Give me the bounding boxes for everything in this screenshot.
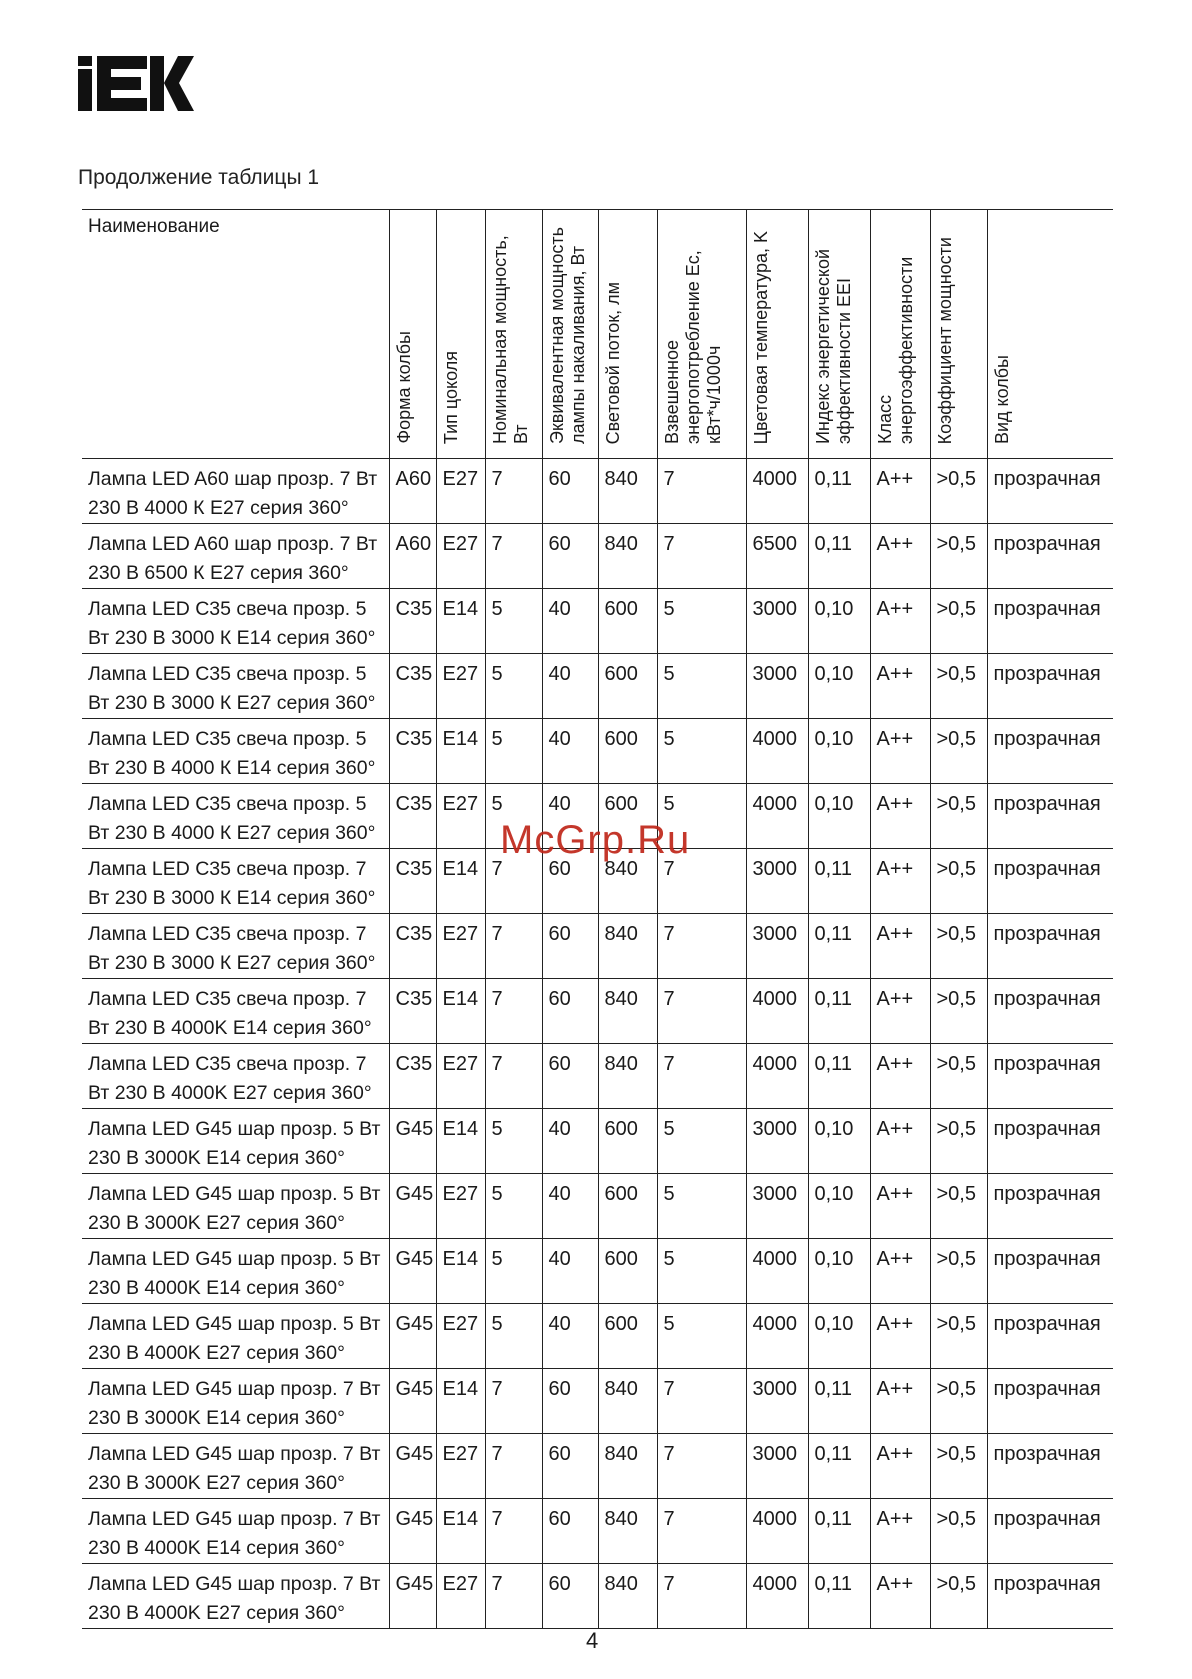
table-cell: 5 <box>657 1174 746 1239</box>
spec-table <box>82 209 1113 1629</box>
page-number: 4 <box>586 1628 599 1653</box>
table-cell: 5 <box>485 1239 542 1304</box>
table-cell: 40 <box>542 1174 598 1239</box>
table-cell: прозрачная <box>987 1499 1113 1564</box>
table-cell: прозрачная <box>987 459 1113 524</box>
table-cell: 0,11 <box>808 1564 870 1629</box>
table-cell: 0,11 <box>808 914 870 979</box>
table-cell: C35 <box>389 1044 436 1109</box>
table-cell: C35 <box>389 719 436 784</box>
table-cell: 0,10 <box>808 1109 870 1174</box>
table-row <box>82 1174 1113 1239</box>
table-cell: A++ <box>870 1304 930 1369</box>
table-cell: 0,10 <box>808 1239 870 1304</box>
table-cell: 5 <box>485 589 542 654</box>
table-cell: 7 <box>657 1564 746 1629</box>
table-cell: 40 <box>542 719 598 784</box>
table-cell: 3000 <box>746 914 808 979</box>
table-cell: прозрачная <box>987 1369 1113 1434</box>
watermark: McGrp.Ru <box>500 818 691 862</box>
table-cell: E14 <box>436 849 485 914</box>
table-cell: E27 <box>436 654 485 719</box>
product-name-cell: Лампа LED C35 свеча прозр. 7 Вт 230 В 4000K E27 серия 360° <box>82 1044 389 1109</box>
product-name-cell: Лампа LED G45 шар прозр. 5 Вт 230 В 4000K E14 серия 360° <box>82 1239 389 1304</box>
table-cell: 4000 <box>746 459 808 524</box>
col-header-name: Наименование <box>82 210 389 459</box>
table-cell: 7 <box>657 1044 746 1109</box>
table-cell: 40 <box>542 654 598 719</box>
table-cell: 600 <box>598 1109 657 1174</box>
table-cell: 7 <box>657 1369 746 1434</box>
table-cell: >0,5 <box>930 1044 987 1109</box>
table-cell: 5 <box>657 1109 746 1174</box>
table-cell: прозрачная <box>987 524 1113 589</box>
table-cell: 0,11 <box>808 1434 870 1499</box>
table-cell: 7 <box>485 1434 542 1499</box>
table-cell: прозрачная <box>987 1434 1113 1499</box>
table-cell: 40 <box>542 589 598 654</box>
table-cell: 40 <box>542 784 598 849</box>
product-name-cell: Лампа LED G45 шар прозр. 7 Вт 230 В 4000K E14 серия 360° <box>82 1499 389 1564</box>
table-cell: A++ <box>870 459 930 524</box>
table-cell: 4000 <box>746 719 808 784</box>
table-cell: 3000 <box>746 589 808 654</box>
table-cell: 600 <box>598 589 657 654</box>
header-row <box>82 210 1113 459</box>
table-row <box>82 459 1113 524</box>
table-cell: прозрачная <box>987 1304 1113 1369</box>
table-cell: 40 <box>542 1239 598 1304</box>
table-cell: 7 <box>485 979 542 1044</box>
col-header-bulb-type: Вид колбы <box>987 210 1113 459</box>
table-row <box>82 654 1113 719</box>
table-cell: 7 <box>485 849 542 914</box>
table-cell: 0,10 <box>808 784 870 849</box>
table-cell: E27 <box>436 1564 485 1629</box>
table-cell: A++ <box>870 1174 930 1239</box>
table-cell: A++ <box>870 719 930 784</box>
col-header-nominal-power: Номинальная мощность, Вт <box>485 210 542 459</box>
iek-logo <box>78 56 194 111</box>
table-row <box>82 979 1113 1044</box>
table-cell: A++ <box>870 1564 930 1629</box>
table-cell: E14 <box>436 1369 485 1434</box>
table-cell: G45 <box>389 1434 436 1499</box>
table-cell: 0,10 <box>808 654 870 719</box>
table-cell: 0,10 <box>808 1174 870 1239</box>
table-cell: A++ <box>870 524 930 589</box>
table-cell: 4000 <box>746 1564 808 1629</box>
table-cell: 5 <box>485 1304 542 1369</box>
table-row <box>82 719 1113 784</box>
table-cell: 60 <box>542 1499 598 1564</box>
table-row <box>82 1564 1113 1629</box>
table-cell: 840 <box>598 524 657 589</box>
table-cell: 840 <box>598 459 657 524</box>
table-cell: E14 <box>436 589 485 654</box>
table-row <box>82 1369 1113 1434</box>
table-cell: E14 <box>436 1499 485 1564</box>
table-cell: 5 <box>657 654 746 719</box>
table-cell: прозрачная <box>987 914 1113 979</box>
table-cell: E27 <box>436 459 485 524</box>
table-cell: прозрачная <box>987 784 1113 849</box>
product-name-cell: Лампа LED C35 свеча прозр. 7 Вт 230 В 3000 К E14 серия 360° <box>82 849 389 914</box>
table-cell: 840 <box>598 914 657 979</box>
table-cell: 7 <box>657 1499 746 1564</box>
table-cell: 0,11 <box>808 1044 870 1109</box>
table-row <box>82 589 1113 654</box>
table-cell: >0,5 <box>930 1239 987 1304</box>
table-cell: A++ <box>870 1044 930 1109</box>
table-cell: E27 <box>436 1174 485 1239</box>
table-cell: >0,5 <box>930 1499 987 1564</box>
table-cell: A60 <box>389 459 436 524</box>
table-cell: E27 <box>436 914 485 979</box>
table-cell: 840 <box>598 1434 657 1499</box>
product-name-cell: Лампа LED C35 свеча прозр. 7 Вт 230 В 4000K E14 серия 360° <box>82 979 389 1044</box>
table-cell: >0,5 <box>930 459 987 524</box>
table-cell: 5 <box>657 719 746 784</box>
table-cell: 7 <box>485 524 542 589</box>
table-cell: 5 <box>657 589 746 654</box>
table-cell: G45 <box>389 1499 436 1564</box>
col-header-power-factor: Коэффициент мощности <box>930 210 987 459</box>
table-cell: 3000 <box>746 654 808 719</box>
table-cell: 60 <box>542 1044 598 1109</box>
table-cell: >0,5 <box>930 1564 987 1629</box>
table-cell: A++ <box>870 1239 930 1304</box>
table-cell: 4000 <box>746 1304 808 1369</box>
col-header-energy-class: Класс энергоэффективности <box>870 210 930 459</box>
product-name-cell: Лампа LED C35 свеча прозр. 5 Вт 230 В 3000 К E27 серия 360° <box>82 654 389 719</box>
table-cell: A60 <box>389 524 436 589</box>
table-cell: E14 <box>436 979 485 1044</box>
table-cell: прозрачная <box>987 1174 1113 1239</box>
table-cell: >0,5 <box>930 719 987 784</box>
table-cell: C35 <box>389 979 436 1044</box>
product-name-cell: Лампа LED G45 шар прозр. 7 Вт 230 В 3000K E27 серия 360° <box>82 1434 389 1499</box>
table-cell: прозрачная <box>987 979 1113 1044</box>
table-cell: >0,5 <box>930 784 987 849</box>
table-cell: E14 <box>436 1239 485 1304</box>
table-cell: 7 <box>657 979 746 1044</box>
table-cell: 0,11 <box>808 1499 870 1564</box>
table-cell: 60 <box>542 524 598 589</box>
table-cell: A++ <box>870 1434 930 1499</box>
table-cell: G45 <box>389 1369 436 1434</box>
table-cell: 7 <box>657 849 746 914</box>
table-cell: 3000 <box>746 1369 808 1434</box>
table-cell: 4000 <box>746 1499 808 1564</box>
table-cell: >0,5 <box>930 1304 987 1369</box>
table-cell: 7 <box>485 1499 542 1564</box>
table-cell: 5 <box>657 784 746 849</box>
table-cell: >0,5 <box>930 589 987 654</box>
col-header-energy-consumption: Взвешенное энергопотребление Ec, кВт*ч/1000ч <box>657 210 746 459</box>
table-cell: 0,11 <box>808 1369 870 1434</box>
table-cell: E14 <box>436 1109 485 1174</box>
table-cell: 600 <box>598 654 657 719</box>
table-cell: 840 <box>598 1044 657 1109</box>
table-cell: >0,5 <box>930 979 987 1044</box>
table-row <box>82 1304 1113 1369</box>
table-cell: 60 <box>542 1564 598 1629</box>
table-cell: 7 <box>485 1044 542 1109</box>
table-cell: прозрачная <box>987 1109 1113 1174</box>
table-cell: C35 <box>389 849 436 914</box>
product-name-cell: Лампа LED C35 свеча прозр. 5 Вт 230 В 4000 К E27 серия 360° <box>82 784 389 849</box>
table-cell: 7 <box>657 914 746 979</box>
col-header-base-type: Тип цоколя <box>436 210 485 459</box>
table-cell: 5 <box>485 1174 542 1239</box>
table-cell: 7 <box>657 1434 746 1499</box>
table-row <box>82 1499 1113 1564</box>
table-cell: 5 <box>485 784 542 849</box>
product-name-cell: Лампа LED G45 шар прозр. 7 Вт 230 В 4000K E27 серия 360° <box>82 1564 389 1629</box>
table-cell: 5 <box>657 1239 746 1304</box>
table-cell: 4000 <box>746 979 808 1044</box>
table-cell: 600 <box>598 784 657 849</box>
table-cell: 5 <box>657 1304 746 1369</box>
table-cell: E27 <box>436 1044 485 1109</box>
table-cell: прозрачная <box>987 849 1113 914</box>
table-cell: E27 <box>436 1434 485 1499</box>
table-cell: >0,5 <box>930 914 987 979</box>
product-name-cell: Лампа LED C35 свеча прозр. 5 Вт 230 В 3000 К E14 серия 360° <box>82 589 389 654</box>
table-cell: 40 <box>542 1109 598 1174</box>
table-cell: 0,10 <box>808 1304 870 1369</box>
col-header-equivalent-power: Эквивалентная мощность лампы накаливания, Вт <box>542 210 598 459</box>
table-row <box>82 1044 1113 1109</box>
table-cell: 60 <box>542 914 598 979</box>
table-cell: C35 <box>389 784 436 849</box>
col-header-luminous-flux: Световой поток, лм <box>598 210 657 459</box>
table-cell: A++ <box>870 1109 930 1174</box>
table-cell: 60 <box>542 459 598 524</box>
table-cell: 840 <box>598 979 657 1044</box>
table-cell: прозрачная <box>987 719 1113 784</box>
table-cell: A++ <box>870 849 930 914</box>
table-cell: 4000 <box>746 1044 808 1109</box>
table-cell: A++ <box>870 979 930 1044</box>
col-header-color-temperature: Цветовая температура, K <box>746 210 808 459</box>
table-cell: 7 <box>485 1369 542 1434</box>
table-cell: 3000 <box>746 1174 808 1239</box>
table-cell: 7 <box>485 459 542 524</box>
table-cell: 0,11 <box>808 524 870 589</box>
table-cell: 7 <box>657 459 746 524</box>
table-cell: прозрачная <box>987 1044 1113 1109</box>
table-cell: 3000 <box>746 849 808 914</box>
table-cell: 0,11 <box>808 459 870 524</box>
table-cell: 600 <box>598 719 657 784</box>
table-cell: 4000 <box>746 784 808 849</box>
table-cell: >0,5 <box>930 1174 987 1239</box>
table-cell: прозрачная <box>987 1239 1113 1304</box>
product-name-cell: Лампа LED A60 шар прозр. 7 Вт 230 В 4000 К E27 серия 360° <box>82 459 389 524</box>
table-cell: 840 <box>598 849 657 914</box>
table-cell: >0,5 <box>930 1109 987 1174</box>
table-row <box>82 1434 1113 1499</box>
table-cell: A++ <box>870 1369 930 1434</box>
table-row <box>82 914 1113 979</box>
table-cell: прозрачная <box>987 1564 1113 1629</box>
table-cell: A++ <box>870 589 930 654</box>
col-header-bulb-shape: Форма колбы <box>389 210 436 459</box>
table-cell: 7 <box>657 524 746 589</box>
table-cell: 4000 <box>746 1239 808 1304</box>
table-cell: 600 <box>598 1174 657 1239</box>
table-cell: 840 <box>598 1369 657 1434</box>
table-cell: E27 <box>436 524 485 589</box>
table-cell: E27 <box>436 1304 485 1369</box>
table-cell: >0,5 <box>930 1434 987 1499</box>
table-cell: 0,11 <box>808 849 870 914</box>
table-cell: прозрачная <box>987 589 1113 654</box>
table-cell: >0,5 <box>930 654 987 719</box>
table-row <box>82 1239 1113 1304</box>
product-name-cell: Лампа LED C35 свеча прозр. 5 Вт 230 В 4000 К E14 серия 360° <box>82 719 389 784</box>
product-name-cell: Лампа LED A60 шар прозр. 7 Вт 230 В 6500 К E27 серия 360° <box>82 524 389 589</box>
table-cell: 40 <box>542 1304 598 1369</box>
table-cell: 60 <box>542 1369 598 1434</box>
table-cell: 5 <box>485 1109 542 1174</box>
table-cell: C35 <box>389 589 436 654</box>
table-cell: G45 <box>389 1564 436 1629</box>
table-cell: G45 <box>389 1174 436 1239</box>
table-cell: G45 <box>389 1304 436 1369</box>
table-cell: 600 <box>598 1304 657 1369</box>
table-cell: 840 <box>598 1564 657 1629</box>
table-cell: 7 <box>485 1564 542 1629</box>
product-name-cell: Лампа LED C35 свеча прозр. 7 Вт 230 В 3000 К E27 серия 360° <box>82 914 389 979</box>
table-cell: 840 <box>598 1499 657 1564</box>
table-cell: 5 <box>485 719 542 784</box>
table-cell: C35 <box>389 654 436 719</box>
table-cell: >0,5 <box>930 524 987 589</box>
table-cell: >0,5 <box>930 849 987 914</box>
table-cell: 60 <box>542 1434 598 1499</box>
table-cell: 5 <box>485 654 542 719</box>
table-cell: 3000 <box>746 1109 808 1174</box>
table-cell: 0,11 <box>808 979 870 1044</box>
table-cell: E14 <box>436 719 485 784</box>
table-cell: A++ <box>870 914 930 979</box>
table-row <box>82 524 1113 589</box>
table-caption: Продолжение таблицы 1 <box>78 166 320 189</box>
table-cell: 60 <box>542 979 598 1044</box>
table-cell: A++ <box>870 1499 930 1564</box>
table-row <box>82 1109 1113 1174</box>
product-name-cell: Лампа LED G45 шар прозр. 5 Вт 230 В 4000K E27 серия 360° <box>82 1304 389 1369</box>
table-cell: 0,10 <box>808 589 870 654</box>
table-cell: G45 <box>389 1239 436 1304</box>
table-cell: прозрачная <box>987 654 1113 719</box>
table-cell: A++ <box>870 784 930 849</box>
table-cell: 0,10 <box>808 719 870 784</box>
table-cell: >0,5 <box>930 1369 987 1434</box>
table-cell: A++ <box>870 654 930 719</box>
table-cell: G45 <box>389 1109 436 1174</box>
table-cell: 3000 <box>746 1434 808 1499</box>
table-cell: C35 <box>389 914 436 979</box>
table-cell: E27 <box>436 784 485 849</box>
product-name-cell: Лампа LED G45 шар прозр. 7 Вт 230 В 3000K E14 серия 360° <box>82 1369 389 1434</box>
table-cell: 60 <box>542 849 598 914</box>
table-cell: 600 <box>598 1239 657 1304</box>
product-name-cell: Лампа LED G45 шар прозр. 5 Вт 230 В 3000K E27 серия 360° <box>82 1174 389 1239</box>
table-cell: 7 <box>485 914 542 979</box>
table-cell: 6500 <box>746 524 808 589</box>
col-header-eei: Индекс энергетической эффективности EEI <box>808 210 870 459</box>
product-name-cell: Лампа LED G45 шар прозр. 5 Вт 230 В 3000K E14 серия 360° <box>82 1109 389 1174</box>
